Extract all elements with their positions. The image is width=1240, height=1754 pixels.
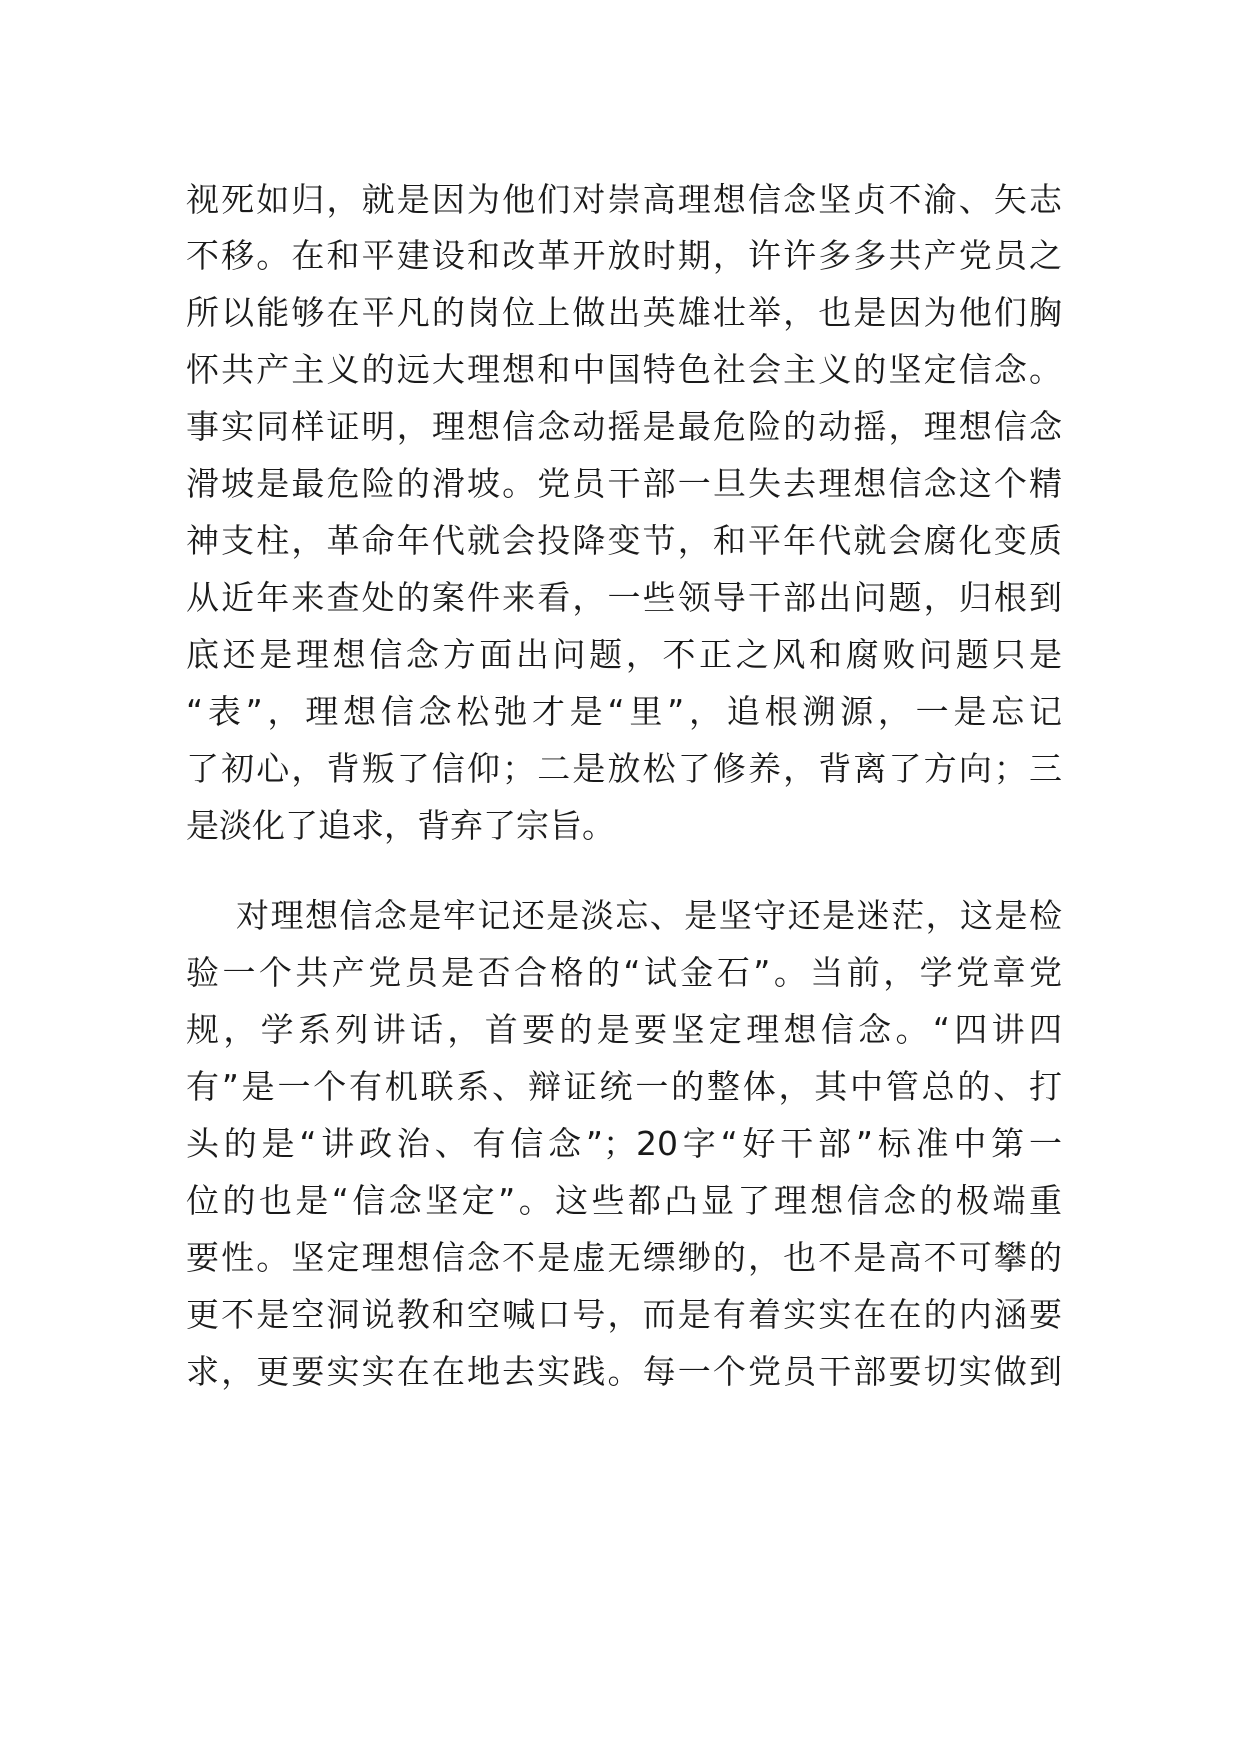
paragraph-1-line-11: 了初心，背叛了信仰；二是放松了修养，背离了方向；三 (186, 749, 1062, 788)
paragraph-1-line-8: 从近年来查处的案件来看，一些领导干部出问题，归根到 (186, 578, 1062, 617)
paragraph-1-line-9: 底还是理想信念方面出问题，不正之风和腐败问题只是 (186, 635, 1062, 674)
paragraph-1-line-1: 视死如归，就是因为他们对崇高理想信念坚贞不渝、矢志 (186, 180, 1062, 219)
paragraph-2-line-1: 对理想信念是牢记还是淡忘、是坚守还是迷茫，这是检 (236, 896, 1062, 935)
paragraph-2-line-3: 规，学系列讲话，首要的是要坚定理想信念。“四讲四 (186, 1010, 1062, 1049)
paragraph-2-line-6: 位的也是“信念坚定”。这些都凸显了理想信念的极端重 (186, 1181, 1062, 1220)
paragraph-2-line-8: 更不是空洞说教和空喊口号，而是有着实实在在的内涵要 (186, 1295, 1062, 1334)
paragraph-1-line-3: 所以能够在平凡的岗位上做出英雄壮举，也是因为他们胸 (186, 293, 1062, 332)
paragraph-2-line-9: 求，更要实实在在地去实践。每一个党员干部要切实做到 (186, 1352, 1062, 1391)
paragraph-2-line-4: 有”是一个有机联系、辩证统一的整体，其中管总的、打 (186, 1067, 1062, 1106)
paragraph-1-line-5: 事实同样证明，理想信念动摇是最危险的动摇，理想信念 (186, 407, 1062, 446)
paragraph-1-line-4: 怀共产主义的远大理想和中国特色社会主义的坚定信念。 (186, 350, 1062, 389)
paragraph-2-line-7: 要性。坚定理想信念不是虚无缥缈的，也不是高不可攀的 (186, 1238, 1062, 1277)
paragraph-1-line-2: 不移。在和平建设和改革开放时期，许许多多共产党员之 (186, 236, 1062, 275)
paragraph-1-line-12: 是淡化了追求，背弃了宗旨。 (186, 806, 615, 845)
paragraph-1-line-10: “表”，理想信念松弛才是“里”，追根溯源，一是忘记 (186, 692, 1062, 731)
paragraph-1-line-7: 神支柱，革命年代就会投降变节，和平年代就会腐化变质 (186, 521, 1062, 560)
paragraph-1-line-6: 滑坡是最危险的滑坡。党员干部一旦失去理想信念这个精 (186, 464, 1062, 503)
paragraph-2-line-2: 验一个共产党员是否合格的“试金石”。当前，学党章党 (186, 953, 1062, 992)
paragraph-2-line-5: 头的是“讲政治、有信念”；20字“好干部”标准中第一 (186, 1124, 1062, 1163)
